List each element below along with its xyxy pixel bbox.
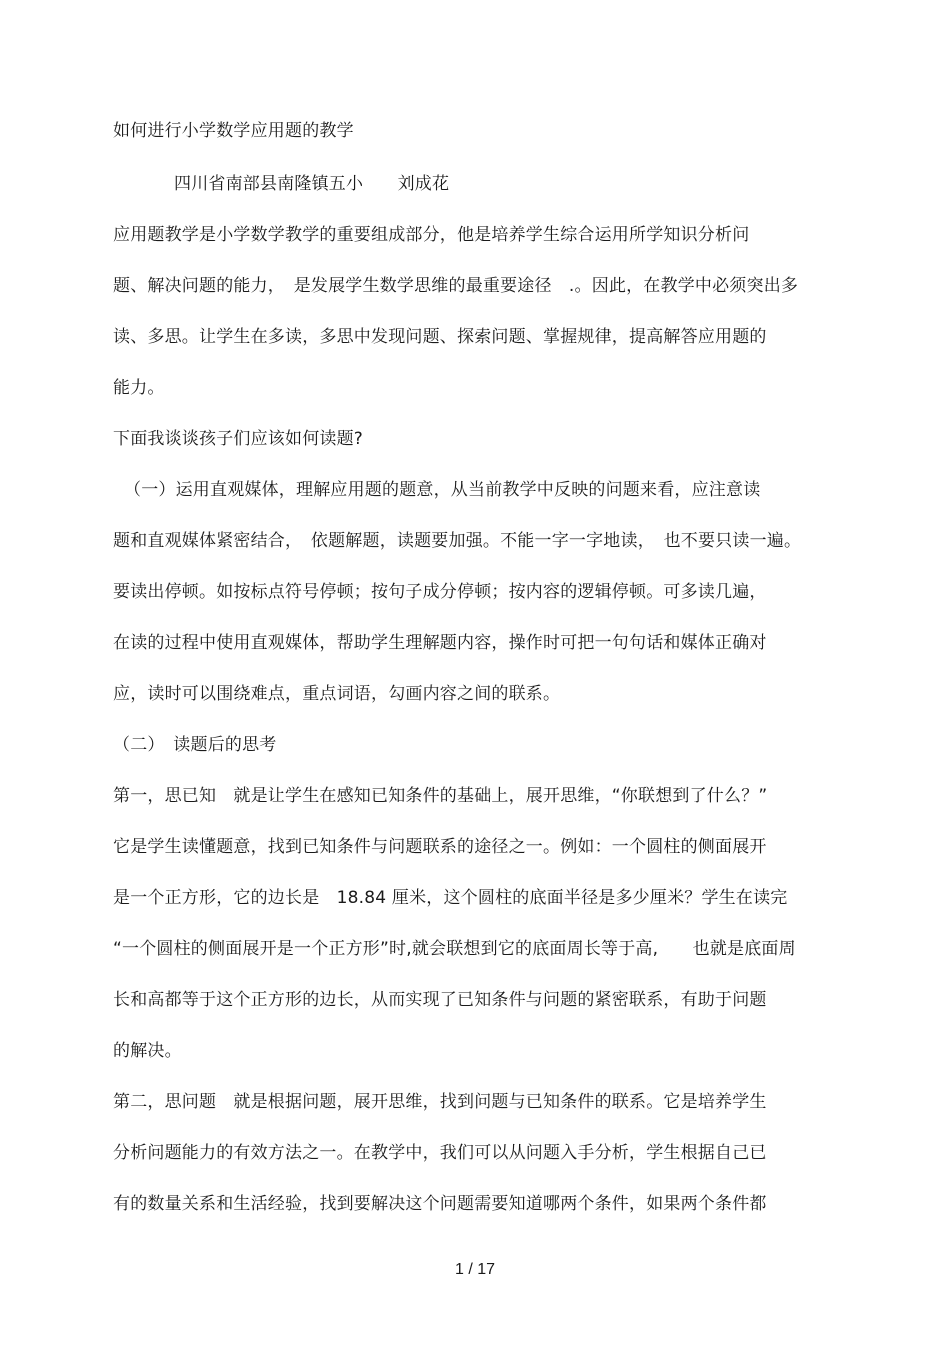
paragraph-line: 应用题教学是小学数学教学的重要组成部分，他是培养学生综合运用所学知识分析问 bbox=[113, 225, 750, 245]
section-heading: （二） 读题后的思考 bbox=[113, 735, 277, 755]
section-intro-line: 下面我谈谈孩子们应该如何读题? bbox=[113, 429, 364, 449]
page-indicator: 1 / 17 bbox=[454, 1261, 496, 1278]
author-line: 四川省南部县南隆镇五小 刘成花 bbox=[174, 174, 450, 194]
paragraph-line: 的解决。 bbox=[113, 1041, 182, 1061]
paragraph-line: 分析问题能力的有效方法之一。在教学中，我们可以从问题入手分析，学生根据自己已 bbox=[113, 1143, 767, 1163]
paragraph-line: 有的数量关系和生活经验，找到要解决这个问题需要知道哪两个条件，如果两个条件都 bbox=[113, 1194, 767, 1214]
paragraph-line: 第一，思已知 就是让学生在感知已知条件的基础上，展开思维，“你联想到了什么？” bbox=[113, 786, 768, 806]
paragraph-line: “一个圆柱的侧面展开是一个正方形”时,就会联想到它的底面周长等于高, 也就是底面周 bbox=[113, 939, 796, 959]
paragraph-line: 第二，思问题 就是根据问题，展开思维，找到问题与已知条件的联系。它是培养学生 bbox=[113, 1092, 767, 1112]
paragraph-line: 应，读时可以围绕难点，重点词语，勾画内容之间的联系。 bbox=[113, 684, 561, 704]
paragraph-line: 题、解决问题的能力， 是发展学生数学思维的最重要途径 .。因此，在教学中必须突出多 bbox=[113, 276, 799, 296]
document-title: 如何进行小学数学应用题的教学 bbox=[113, 121, 354, 141]
paragraph-line: 读、多思。让学生在多读，多思中发现问题、探索问题、掌握规律，提高解答应用题的 bbox=[113, 327, 767, 347]
paragraph-line: 是一个正方形，它的边长是 18.84 厘米，这个圆柱的底面半径是多少厘米？学生在读完 bbox=[113, 888, 788, 908]
paragraph-line: 它是学生读懂题意，找到已知条件与问题联系的途径之一。例如：一个圆柱的侧面展开 bbox=[113, 837, 767, 857]
paragraph-line: 在读的过程中使用直观媒体，帮助学生理解题内容，操作时可把一句句话和媒体正确对 bbox=[113, 633, 767, 653]
paragraph-line: 要读出停顿。如按标点符号停顿；按句子成分停顿；按内容的逻辑停顿。可多读几遍， bbox=[113, 582, 767, 602]
paragraph-line: 题和直观媒体紧密结合， 依题解题，读题要加强。不能一字一字地读， 也不要只读一遍。 bbox=[113, 531, 802, 551]
paragraph-line: 长和高都等于这个正方形的边长，从而实现了已知条件与问题的紧密联系，有助于问题 bbox=[113, 990, 767, 1010]
paragraph-line: （一）运用直观媒体，理解应用题的题意，从当前教学中反映的问题来看，应注意读 bbox=[124, 480, 761, 500]
paragraph-line: 能力。 bbox=[113, 378, 165, 398]
